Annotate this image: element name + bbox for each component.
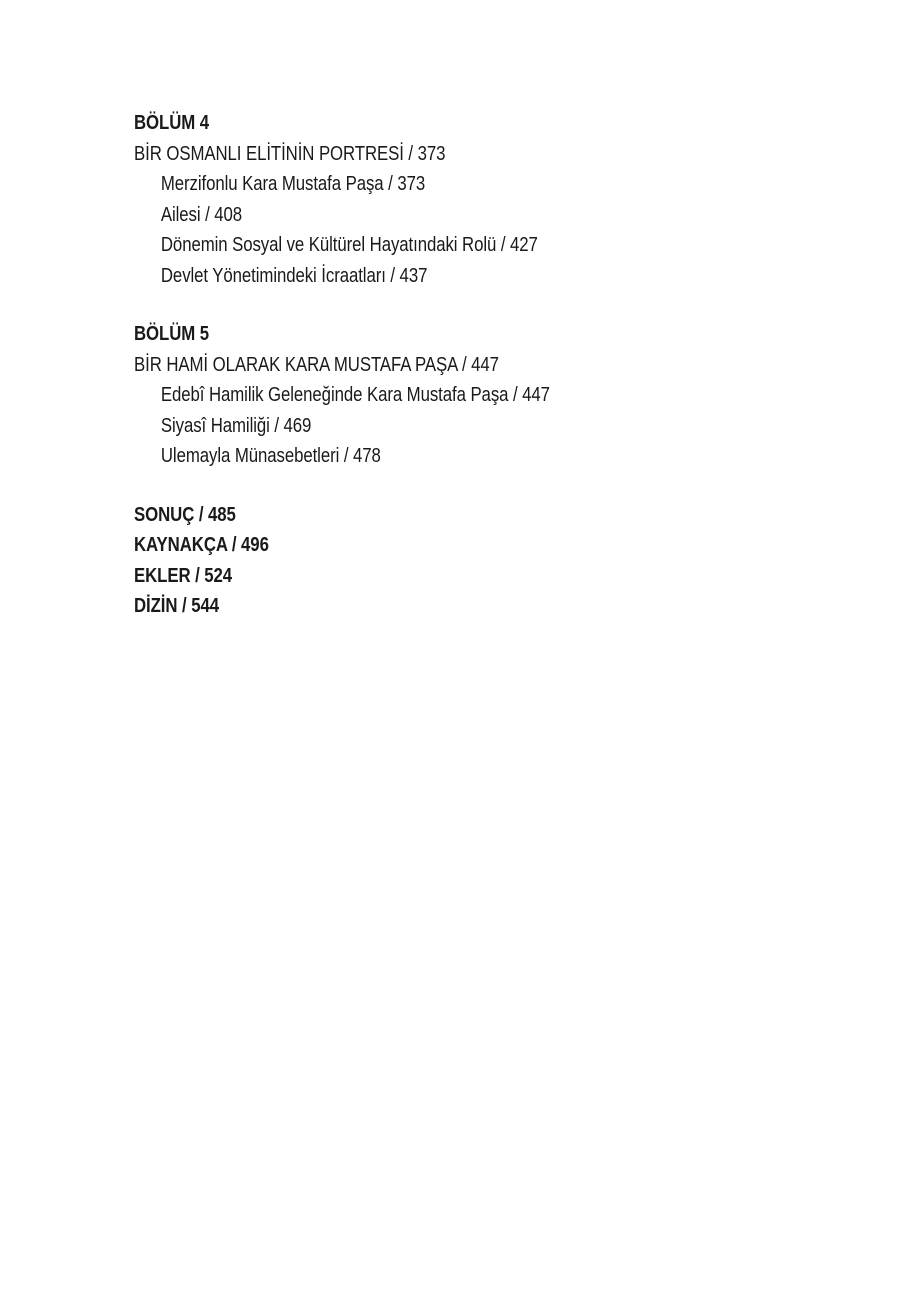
back-matter-entry: DİZİN / 544 (134, 595, 219, 617)
section-entry: Ailesi / 408 (160, 203, 243, 226)
chapter-title: BİR HAMİ OLARAK KARA MUSTAFA PAŞA / 447 (134, 353, 499, 376)
chapter-label: BÖLÜM 5 (134, 323, 210, 345)
back-matter-entry: KAYNAKÇA / 496 (134, 534, 269, 556)
back-matter-entry: SONUÇ / 485 (134, 503, 236, 526)
section-entry: Dönemin Sosyal ve Kültürel Hayatındaki Rolü / 427 (160, 234, 538, 256)
spacer (134, 472, 834, 500)
chapter-5-block (134, 319, 834, 472)
chapter-title: BİR OSMANLI ELİTİNİN PORTRESİ / 373 (134, 142, 446, 165)
section-entry: Devlet Yönetimindeki İcraatları / 437 (160, 264, 428, 287)
back-matter-entry: EKLER / 524 (134, 564, 233, 587)
spacer (134, 291, 834, 319)
back-matter-block (134, 500, 834, 622)
chapter-label: BÖLÜM 4 (134, 112, 210, 134)
table-of-contents (134, 108, 834, 622)
section-entry: Ulemayla Münasebetleri / 478 (160, 445, 381, 467)
section-entry: Siyasî Hamiliği / 469 (160, 414, 312, 437)
section-entry: Merzifonlu Kara Mustafa Paşa / 373 (160, 173, 426, 195)
chapter-4-block (134, 108, 834, 291)
section-entry: Edebî Hamilik Geleneğinde Kara Mustafa Paşa / 447 (160, 384, 550, 406)
